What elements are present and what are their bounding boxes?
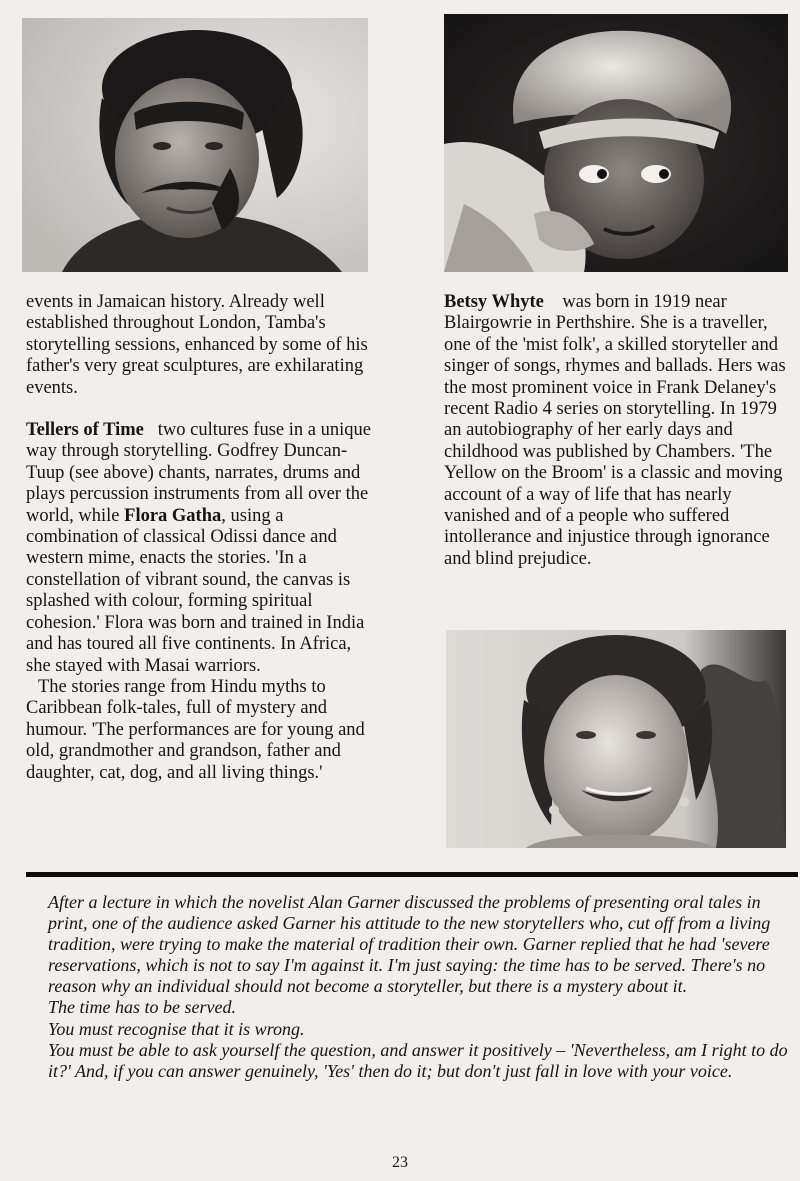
tellers-of-time-heading: Tellers of Time	[26, 420, 144, 441]
quote-line: After a lecture in which the novelist Alan Garner discussed the problems of presenting oral tales in print, one of the audience asked Garner his attitude to the new storytellers who, cut off from a living tradition, were trying to make the material of tradition their own. Garner replied that he had 'severe reservations, which is not to say I'm against it. I'm just saying: the time has to be served. There's no reason why an individual should not become a storyteller, but there is a mystery about it.	[48, 892, 771, 997]
left-column	[26, 292, 372, 784]
tellers-of-time-paragraph	[26, 420, 372, 677]
betsy-whyte-name: Betsy Whyte	[444, 292, 544, 312]
photo-woman-headwrap	[444, 14, 788, 272]
divider-rule	[26, 872, 798, 877]
right-column	[444, 292, 792, 570]
page-number: 23	[392, 1154, 408, 1171]
stories-paragraph: The stories range from Hindu myths to Caribbean folk-tales, full of mystery and humour. 'The performances are for young and old, grandmother and grandson, father and daughter, cat, dog, and all living things.'	[26, 676, 365, 783]
quote-line: You must recognise that it is wrong.	[48, 1018, 305, 1039]
quote-line: The time has to be served.	[48, 997, 236, 1018]
betsy-whyte-text: was born in 1919 near Blairgowrie in Perthshire. She is a traveller, one of the 'mist folk', a skilled storyteller and singer of songs, rhymes and ballads. Hers was the most prominent voice in Frank Delaney's recent Radio 4 series on storytelling. In 1979 an autobiography of her early days and childhood was published by Chambers. 'The Yellow on the Broom' is a classic and moving account of a way of life that has nearly vanished and of a people who suffered intollerance and injustice through ignorance and blind prejudice.	[444, 292, 786, 569]
tellers-text-b: , using a combination of classical Odissi dance and western mime, enacts the stories. 'In a constellation of vibrant sound, the canvas is splashed with colour, forming spiritual cohesion.' Flora was born and trained in India and has toured all five continents. In Africa, she stayed with Masai warriors.	[26, 505, 365, 676]
quote-line: You must be able to ask yourself the question, and answer it positively – 'Nevertheless, am I right to do it?' And, if you can answer genuinely, 'Yes' then do it; but don't just fall in love with your voice.	[48, 1039, 788, 1081]
photo-elderly-woman	[446, 630, 786, 848]
tellers-text-a: two cultures fuse in a unique way through storytelling. Godfrey Duncan-Tuup (see above) chants, narrates, drums and plays percussion instruments from all over the world, while	[26, 420, 371, 526]
garner-quote	[48, 892, 788, 1082]
betsy-whyte-paragraph	[444, 292, 792, 570]
flora-gatha-name: Flora Gatha	[124, 505, 222, 526]
tamba-paragraph: events in Jamaican history. Already well established throughout London, Tamba's storytelling sessions, enhanced by some of his father's very great sculptures, are exhilarating events.	[26, 292, 368, 398]
photo-young-man	[22, 18, 368, 272]
